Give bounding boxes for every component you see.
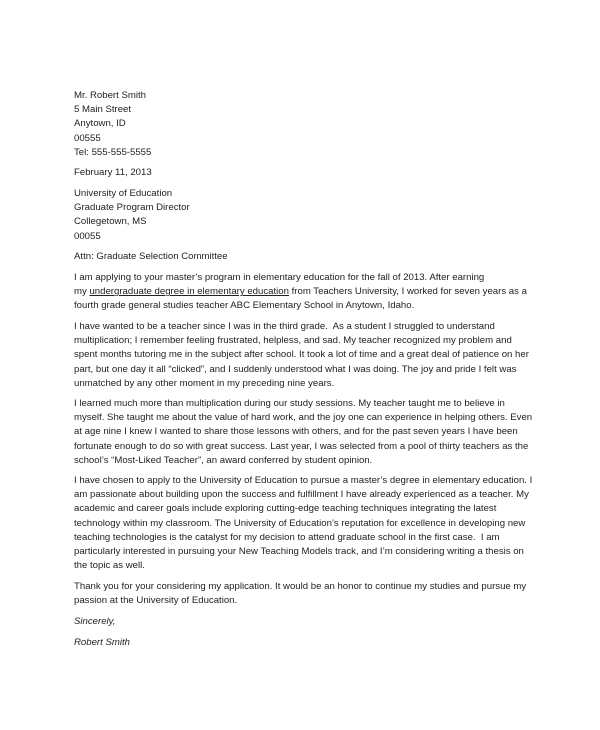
sender-name: Mr. Robert Smith (74, 90, 146, 101)
paragraph-line: the topic as well. (74, 560, 145, 572)
paragraph-thanks (74, 580, 534, 608)
paragraph-line: technology within my classroom. The University of Education’s reputation for excellence in developing new (74, 517, 526, 529)
paragraph-line (74, 285, 534, 299)
paragraph-line: am passionate about building upon the success and fulfillment I have already experienced as a teacher. My (74, 489, 529, 501)
paragraph-experience (74, 397, 534, 468)
paragraph-line: part, but one day it all “clicked”, and I suddenly understood what I was doing. The joy and pride I felt was (74, 363, 517, 375)
degree-link[interactable]: undergraduate degree in elementary education (89, 286, 289, 298)
paragraph-line: I learned much more than multiplication during our study sessions. My teacher taught me to believe in (74, 398, 505, 409)
closing (74, 615, 534, 629)
sender-city-state: Anytown, ID (74, 118, 126, 130)
paragraph-line: myself. She taught me about the value of hard work, and the joy one can experience in helping others. Even (74, 412, 533, 424)
paragraph-line: at age nine I knew I wanted to share those lessons with others, and for the past seven years I have been (74, 426, 518, 438)
line-prefix: my (74, 286, 90, 298)
date-text: February 11, 2013 (74, 167, 152, 178)
paragraph-motivation (74, 320, 534, 391)
paragraph-line: school’s “Most-Liked Teacher”, an award conferred by student opinion. (74, 454, 373, 466)
paragraph-line: I am applying to your master’s program in elementary education for the fall of 2013. After earning (74, 272, 485, 283)
paragraph-line: I have wanted to be a teacher since I was in the third grade. As a student I struggled to understand (74, 321, 495, 332)
paragraph-line: fourth grade general studies teacher ABC Elementary School in Anytown, Idaho. (74, 300, 415, 312)
line-suffix: from Teachers University, I worked for seven years as a (288, 286, 527, 298)
recipient-organization: University of Education (74, 188, 173, 199)
sender-phone: Tel: 555-555-5555 (74, 146, 152, 158)
attention-line (74, 250, 534, 264)
recipient-address (74, 187, 534, 244)
sender-zip: 00555 (74, 132, 101, 144)
attention-text: Attn: Graduate Selection Committee (74, 251, 228, 262)
letter-date (74, 166, 534, 180)
paragraph-line: unmatched by any other moment in my preceding nine years. (74, 377, 335, 389)
paragraph-line: Thank you for your considering my application. It would be an honor to continue my studies and pursue my (74, 581, 527, 592)
paragraph-intro (74, 271, 534, 314)
sender-address (74, 89, 534, 160)
paragraph-line: passion at the University of Education. (74, 595, 238, 607)
signature (74, 636, 534, 650)
paragraph-line: multiplication; I remember feeling frustrated, helpless, and sad. My teacher recognized my problem and (74, 335, 512, 347)
paragraph-line: I have chosen to apply to the University of Education to pursue a master’s degree in elementary education. I (74, 475, 533, 486)
closing-text: Sincerely, (74, 616, 116, 627)
recipient-title: Graduate Program Director (74, 202, 190, 214)
signature-name: Robert Smith (74, 637, 130, 648)
paragraph-goals (74, 474, 534, 573)
recipient-zip: 00055 (74, 230, 101, 242)
paragraph-line: fortunate enough to do so with great success. Last year, I was selected from a pool of thirty teachers as the (74, 440, 529, 452)
paragraph-line: academic and career goals include exploring cutting-edge teaching techniques integrating the latest (74, 503, 497, 515)
paragraph-line: particularly interested in pursuing your New Teaching Models track, and I’m considering writing a thesis on (74, 545, 524, 557)
recipient-city-state: Collegetown, MS (74, 216, 147, 228)
paragraph-line: spent months tutoring me in the subject after school. It took a lot of time and a great deal of patience on her (74, 349, 529, 361)
sender-street: 5 Main Street (74, 104, 132, 116)
paragraph-line: teaching technologies is the catalyst for my decision to attend graduate school in the first case. I am (74, 531, 500, 543)
